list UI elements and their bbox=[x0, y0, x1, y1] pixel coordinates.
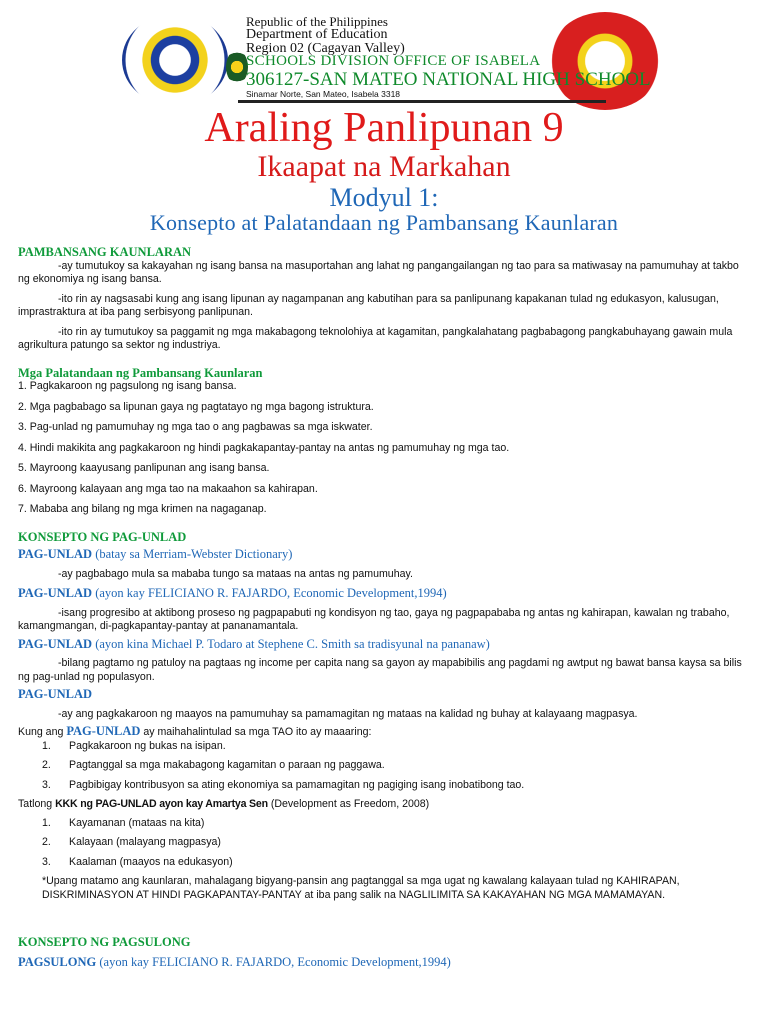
definition-source: (ayon kay FELICIANO R. FAJARDO, Economic Development,1994) bbox=[96, 954, 451, 969]
header-republic: Republic of the Philippines bbox=[246, 14, 388, 29]
header-school: 306127-SAN MATEO NATIONAL HIGH SCHOOL bbox=[246, 69, 651, 90]
quarter-title: Ikaapat na Markahan bbox=[257, 150, 511, 183]
palatandaan-list bbox=[18, 380, 750, 517]
section-heading-konsepto-pagsulong: KONSEPTO NG PAGSULONG bbox=[18, 935, 191, 949]
division-seal-logo bbox=[226, 50, 248, 84]
list-item: 4. Hindi makikita ang pagkakaroon ng hindi pagkakapantay-pantay na antas ng pamumuhay ng mga tao. bbox=[18, 441, 510, 454]
list-item: 1. Kayamanan (mataas na kita) bbox=[42, 816, 205, 829]
list-item: 3. Pag-unlad ng pamumuhay ng mga tao o ang pagbawas sa mga iskwater. bbox=[18, 421, 373, 433]
definition-text: -ay pagbabago mula sa mababa tungo sa mataas na antas ng pamumuhay. bbox=[58, 567, 413, 580]
deped-seal-logo bbox=[122, 14, 228, 106]
list-item: 3. Kaalaman (maayos na edukasyon) bbox=[42, 855, 233, 868]
definition-heading bbox=[18, 956, 750, 970]
header-divider bbox=[238, 100, 606, 103]
section-heading-pambansang-kaunlaran: PAMBANSANG KAUNLARAN bbox=[18, 245, 192, 259]
definition-term: PAG-UNLAD bbox=[18, 687, 93, 701]
definition-text: -ay ang pagkakaroon ng maayos na pamumuhay sa pamamagitan ng mataas na kalidad ng buhay at kalayaang magpasya. bbox=[58, 707, 638, 720]
paragraph: -ito rin ay nagsasabi kung ang isang lipunan ay nagampanan ang kabutihan para sa panlipunang kapakanan tulad ng edukasyon, kalusugan, imprastraktura at iba pang serbisyong panlipunan. bbox=[18, 292, 719, 318]
list-item: 1. Pagkakaroon ng pagsulong ng isang bansa. bbox=[18, 380, 237, 392]
definition-term: PAGSULONG bbox=[18, 954, 97, 969]
definition-source: (ayon kina Michael P. Todaro at Stephene C. Smith sa tradisyunal na pananaw) bbox=[92, 636, 490, 651]
header-region: Region 02 (Cagayan Valley) bbox=[246, 41, 405, 56]
definition-heading bbox=[18, 548, 750, 562]
list-item: 5. Mayroong kaayusang panlipunan ang isang bansa. bbox=[18, 462, 270, 474]
kkk-line: Tatlong KKK ng PAG-UNLAD ayon kay Amartya Sen (Development as Freedom, 2008) bbox=[18, 798, 430, 810]
module-title: Modyul 1: bbox=[329, 183, 439, 212]
document-body bbox=[18, 246, 750, 969]
list-item: 2. Pagtanggal sa mga makabagong kagamitan o paraan ng paggawa. bbox=[42, 759, 385, 771]
kung-ang-line: Kung ang PAG-UNLAD ay maihahalintulad sa mga TAO ito ay maaaring: bbox=[18, 724, 372, 738]
letterhead bbox=[0, 0, 768, 106]
header-department: Department of Education bbox=[246, 27, 388, 42]
section-heading-konsepto-pag-unlad: KONSEPTO NG PAG-UNLAD bbox=[18, 529, 187, 544]
paragraph: -ay tumutukoy sa kakayahan ng isang bansa na masuportahan ang lahat ng pangangailangan ng tao para sa matiwasay na pamumuhay at takbo ng ekonomiya ng isang bansa. bbox=[18, 259, 739, 285]
definition-term: PAG-UNLAD bbox=[66, 724, 141, 738]
definition-term: PAG-UNLAD bbox=[18, 586, 93, 600]
definition-heading bbox=[18, 638, 750, 652]
list-item: 2. Mga pagbabago sa lipunan gaya ng pagtatayo ng mga bagong istruktura. bbox=[18, 400, 374, 413]
definition-heading bbox=[18, 688, 750, 702]
paragraph: -ito rin ay tumutukoy sa paggamit ng mga makabagong teknolohiya at kagamitan, pangkalahatang pagbabagong pangkabuhayang gawain mula agrikultura patungo sa sektor ng industriya. bbox=[18, 325, 733, 351]
kkk-list bbox=[18, 817, 750, 870]
list-item: 2. Kalayaan (malayang magpasya) bbox=[42, 836, 221, 848]
tao-list bbox=[18, 740, 750, 793]
list-item: 1. Pagkakaroon ng bukas na isipan. bbox=[42, 739, 226, 752]
definition-term: PAG-UNLAD bbox=[18, 547, 93, 561]
header-address: Sinamar Norte, San Mateo, Isabela 3318 bbox=[246, 89, 401, 99]
topic-title: Konsepto at Palatandaan ng Pambansang Kaunlaran bbox=[149, 210, 619, 235]
school-seal-logo bbox=[548, 12, 662, 110]
note-paragraph: *Upang matamo ang kaunlaran, mahalagang bigyang-pansin ang pagtanggal sa mga ugat ng kawalang kalayaan tulad ng KAHIRAPAN, DISKRIMINASYON AT HINDI PAGKAPANTAY-PANTAY at iba pang salik na NAGLILIMITA SA KAKAYAHAN NG MGA MAMAMAYAN. bbox=[42, 875, 680, 901]
definition-source: (ayon kay FELICIANO R. FAJARDO, Economic Development,1994) bbox=[92, 586, 447, 600]
definition-term: PAG-UNLAD bbox=[18, 636, 93, 651]
definition-text: -bilang pagtamo ng patuloy na pagtaas ng income per capita nang sa gayon ay mapabibilis ang pagdami ng awtput ng bawat bansa kaysa sa bilis ng pag-unlad ng populasyon. bbox=[18, 657, 742, 683]
definition-heading bbox=[18, 587, 750, 601]
page-title: Araling Panlipunan 9 bbox=[204, 105, 564, 151]
list-item: 3. Pagbibigay kontribusyon sa ating ekonomiya sa pamamagitan ng pagiging isang inobatibong tao. bbox=[42, 778, 525, 791]
list-item: 7. Mababa ang bilang ng mga krimen na nagaganap. bbox=[18, 503, 267, 515]
definition-source: (batay sa Merriam-Webster Dictionary) bbox=[92, 547, 293, 561]
section-heading-palatandaan: Mga Palatandaan ng Pambansang Kaunlaran bbox=[18, 365, 263, 380]
list-item: 6. Mayroong kalayaan ang mga tao na makaahon sa kahirapan. bbox=[18, 482, 318, 495]
definition-text: -isang progresibo at aktibong proseso ng pagpapabuti ng kondisyon ng tao, gaya ng pagpapababa ng antas ng kahirapan, kawalan ng trabaho, kamangmangan, di-pagkapantay-pantay at pananamantala. bbox=[18, 606, 730, 632]
header-division: SCHOOLS DIVISION OFFICE OF ISABELA bbox=[246, 53, 541, 69]
